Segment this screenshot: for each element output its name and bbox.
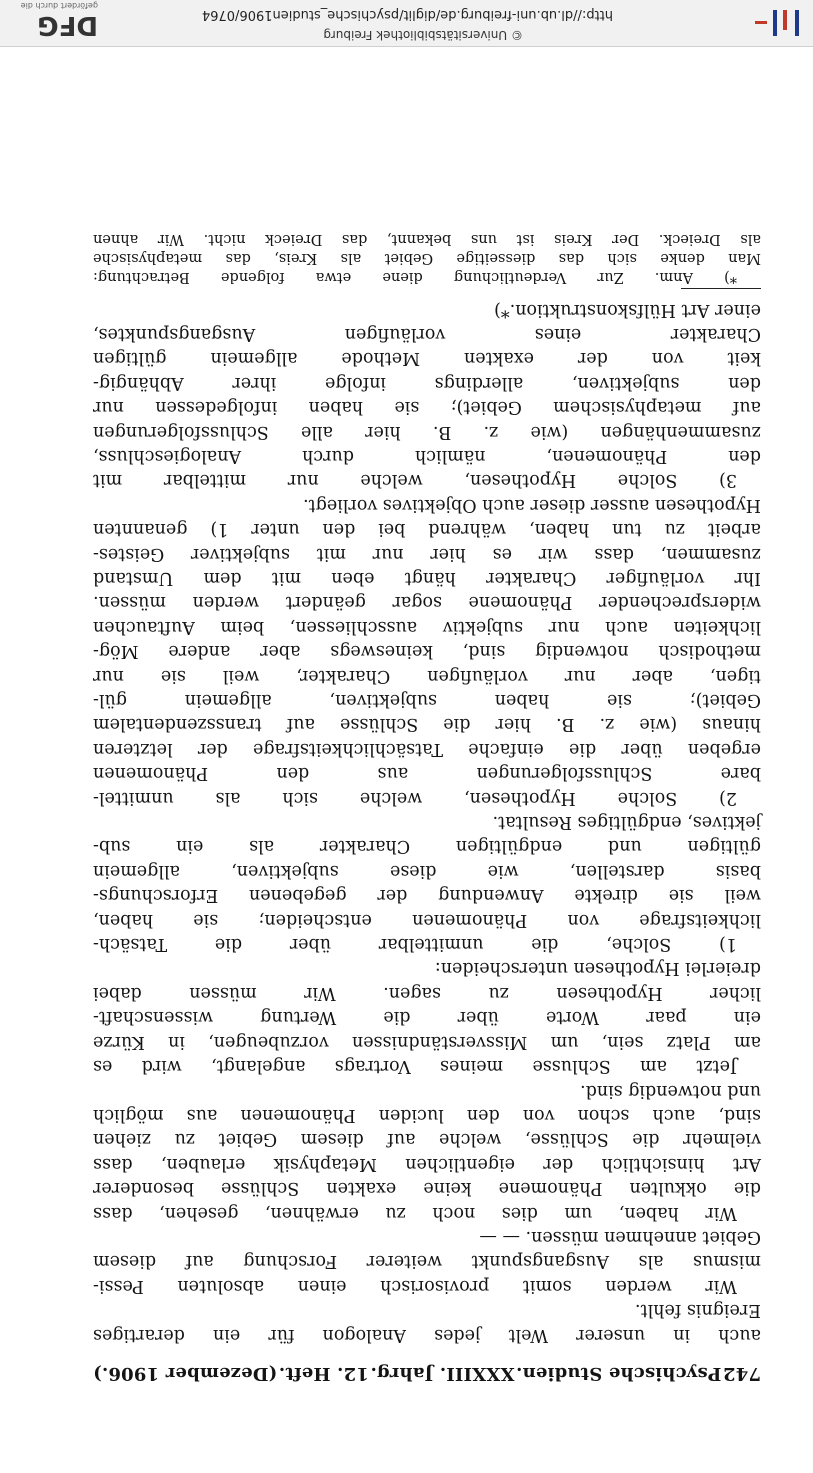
issue-date: (Dezember 1906.) [93,1363,278,1384]
text-line: 3) Solche Hypothesen, welche nur mittelbar mit [93,470,737,491]
text-line: vielmehr die Schlüsse, welche auf diesem Gebiet zu ziehen [93,1129,761,1150]
text-line: keit von der exakten Methode allgemein gültigen [93,348,761,369]
text-line: Jetzt am Schlusse meines Vortrags angelangt, wird es [93,1056,737,1077]
text-line: arbeit zu tun haben, während bei den unter 1) genannten [93,519,761,540]
footnote-line: als Dreieck. Der Kreis ist uns bekannt, das Dreieck nicht. Wir ahnen [93,231,761,248]
text-line: auf metaphysischem Gebiet); sie haben infolgedessen nur [93,397,761,418]
text-line: tigen, aber nur vorläufigen Charakter, weil sie nur [93,665,761,686]
text-line: auch in unserer Welt jedes Analogon für ein derartiges [93,1324,761,1345]
text-line: lichkeitsfrage von Phänomenen entscheiden; sie haben, [93,909,761,930]
document-url[interactable]: http://dl.ub.uni-freiburg.de/diglit/psychische_studien1906/0764 [201,7,613,22]
text-line: am Platz sein, um Missverständnissen vorzubeugen, in Kürze [93,1031,761,1052]
text-line: lichkeiten auch nur subjektiv ausschliessen, beim Auftauchen [93,616,761,637]
page-number: 742 [722,1363,761,1384]
text-line: dreierlei Hypothesen unterscheiden: [434,958,761,979]
footnote-line: Man denke sich das diesseitige Gebiet als Kreis, das metaphysische [93,250,761,267]
text-line: zusammen, dass wir es hier nur mit subjektiver Geistes- [93,543,761,564]
text-line: gültigen und endgültigen Charakter als ein sub- [93,836,761,857]
text-line: licher Hypothesen zu sagen. Wir müssen dabei [93,982,761,1003]
journal-title: Psychische Studien. [515,1363,722,1384]
text-line: Ereignis fehlt. [634,1300,761,1321]
text-line: Wir werden somit provisorisch einen absoluten Pessi- [93,1275,737,1296]
text-line: einer Art Hülfskonstruktion.*) [494,299,761,320]
volume: XXXIII. Jahrg. [370,1363,515,1384]
text-line: den subjektiven, allerdings infolge ihrer Abhängig- [93,372,761,393]
text-line: Charakter eines vorläufigen Ausgangspunktes, [93,323,761,344]
dfg-logo-text: DFG [37,10,98,40]
text-line: 2) Solche Hypothesen, welche sich als unmittel- [93,787,737,808]
dfg-logo-icon [8,1,98,40]
issue: 12. Heft. [278,1363,369,1384]
footnote-rule [681,288,761,289]
footnote [93,229,761,289]
copyright-notice: © Universitätsbibliothek Freiburg [323,28,523,42]
text-line: Gebiet annehmen müssen. — — [479,1226,761,1247]
dfg-sub-text: gefördert durch die [20,1,98,10]
footnote-line: *) Anm. Zur Verdeutlichung diene etwa folgende Betrachtung: [93,269,737,286]
text-line: methodisch notwendig sind, keineswegs aber andere Mög- [93,641,761,662]
text-line: und notwendig sind. [580,1080,761,1101]
text-line: mismus als Ausgangspunkt weiterer Forschung auf diesem [93,1251,761,1272]
text-line: bare Schlussfolgerungen aus den Phänomenen [93,763,761,784]
text-line: hinaus (wie z. B. hier die Schlüsse auf transszendentalem [93,714,761,735]
document-page [93,229,761,1385]
text-line: Art hinsichtlich der eigentlichen Metaphysik erlauben, dass [93,1153,761,1174]
viewer-footer-bar [0,0,813,47]
text-line: widersprechender Phänomene sogar geändert werden müssen. [93,592,761,613]
text-line: Hypothesen ausser dieser auch Objektives vorliegt. [303,494,761,515]
text-line: sind, auch schon von den luciden Phänomenen aus möglich [93,1104,761,1125]
ub-freiburg-logo-icon [717,4,807,40]
text-line: Gebiet); sie haben subjektiven, allgemein gül- [93,690,761,711]
text-line: Ihr vorläufiger Charakter hängt eben mit dem Umstand [93,568,761,588]
body-text [93,297,761,1346]
text-line: den Phänomenen, nämlich durch Analogieschluss, [93,445,761,466]
text-line: ein paar Worte über die Wertung wissenschaft- [93,1007,761,1028]
text-line: 1) Solche, die unmittelbar über die Tatsäch- [93,934,737,955]
text-line: ergeben über die einfache Tatsächlichkeitsfrage der letzteren [93,738,761,759]
running-header [93,1361,761,1385]
text-line: basis darstellen, wie diese subjektiven, allgemein [93,860,761,881]
text-line: Wir haben, um dies noch zu erwähnen, gesehen, dass [93,1202,737,1223]
text-line: zusammenhängen (wie z. B. hier alle Schlussfolgerungen [93,421,761,442]
text-line: jektives, endgültiges Resultat. [492,812,761,833]
text-line: weil sie direkte Anwendung der gegebenen Erforschungs- [93,885,761,906]
text-line: die okkulten Phänomene keine exakten Schlüsse besonderer [93,1178,761,1199]
